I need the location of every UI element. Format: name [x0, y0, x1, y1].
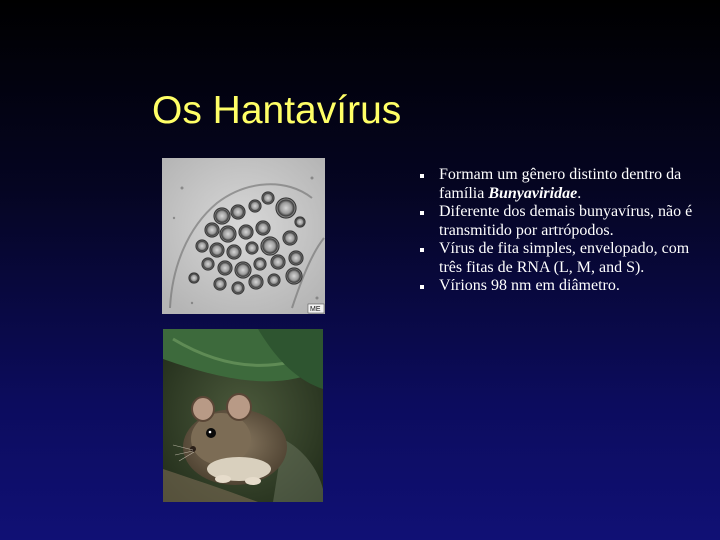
deer-mouse-photo-icon — [163, 329, 323, 502]
bullet-text-end: . — [577, 184, 582, 202]
micrograph-label: ME — [310, 306, 321, 313]
bullet-item — [420, 240, 700, 277]
bullet-list — [420, 166, 700, 296]
bullet-text: Diferente dos demais bunyavírus, não é transmitido por artrópodos. — [439, 203, 693, 239]
deer-mouse-image — [163, 329, 323, 502]
square-bullet-icon — [420, 248, 424, 252]
bullet-taxon-name: Bunyaviridae — [488, 184, 578, 202]
bullet-item — [420, 277, 700, 296]
bullet-item — [420, 203, 700, 240]
bullet-text: Vírus de fita simples, envelopado, com três fitas de RNA (L, M, and S). — [439, 240, 690, 276]
slide-title: Os Hantavírus — [152, 89, 402, 132]
square-bullet-icon — [420, 285, 424, 289]
bullet-text: Formam um gênero distinto dentro da família — [439, 166, 682, 202]
virus-micrograph-image — [162, 158, 325, 314]
square-bullet-icon — [420, 174, 424, 178]
electron-micrograph-icon — [162, 158, 325, 314]
bullet-text: Vírions 98 nm em diâmetro. — [439, 277, 620, 294]
bullet-item — [420, 166, 700, 203]
square-bullet-icon — [420, 211, 424, 215]
